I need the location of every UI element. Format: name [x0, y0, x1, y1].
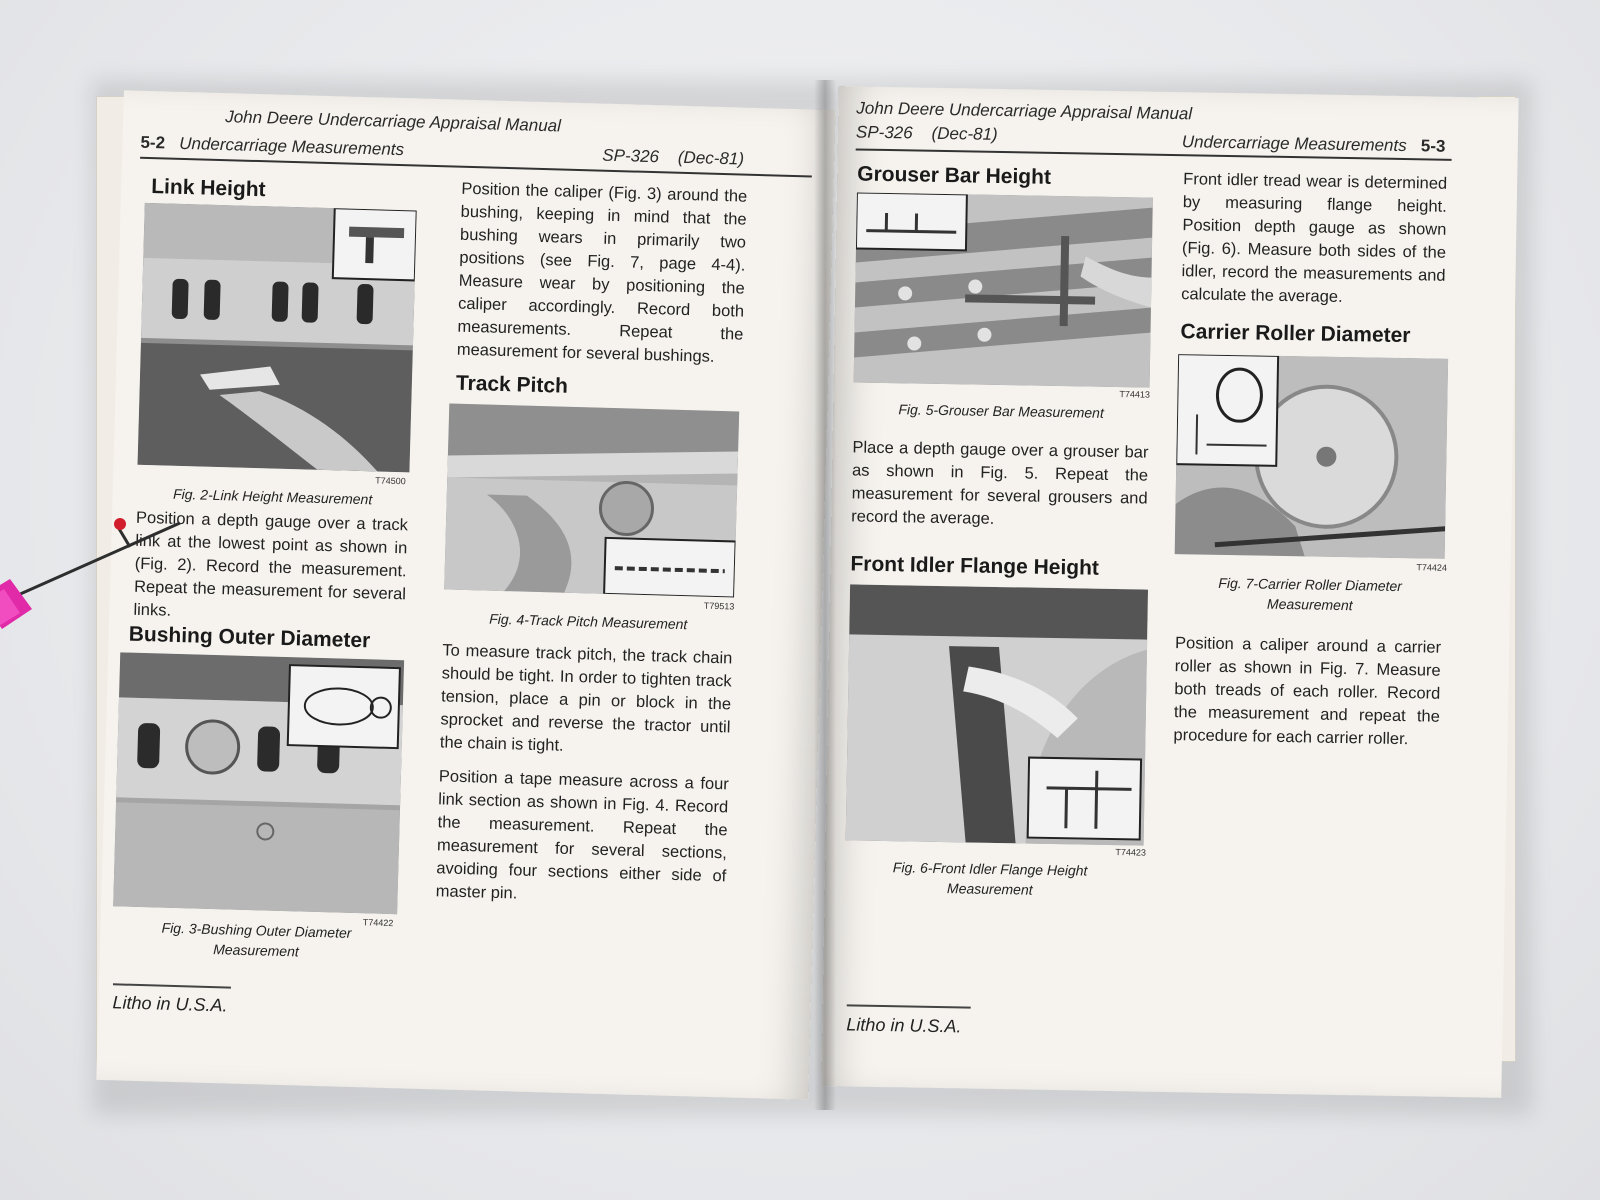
fig5-id: T74413: [1119, 389, 1151, 400]
right-manual-code: SP-326: [855, 122, 913, 143]
fig2-caption: Fig. 2-Link Height Measurement: [172, 485, 373, 508]
left-header-right: [602, 146, 744, 170]
left-page-number: 5-2: [140, 132, 166, 153]
right-header-left: [856, 122, 998, 144]
right-manual-title: John Deere Undercarriage Appraisal Manual: [856, 98, 1193, 124]
heading-bushing-outer-diameter: Bushing Outer Diameter: [128, 622, 371, 653]
fig6-caption: Fig. 6-Front Idler Flange Height Measurement: [892, 859, 1088, 898]
fig7-id: T74424: [1416, 562, 1448, 573]
right-page: [821, 86, 1518, 1098]
fig5-caption: Fig. 5-Grouser Bar Measurement: [898, 401, 1104, 421]
track-pitch-text-1: To measure track pitch, the track chain should be tight. In order to tighten track tension, place a pin or block in the sprocket and reverse the tractor until the chain is tight.: [439, 641, 733, 755]
left-footer-rule: [113, 983, 231, 988]
bushing-photo: [113, 652, 404, 914]
right-footer: Litho in U.S.A.: [846, 1014, 962, 1037]
left-date: (Dec-81): [677, 147, 745, 169]
left-footer: Litho in U.S.A.: [112, 992, 228, 1016]
left-page: [96, 90, 835, 1099]
track-pitch-photo: [444, 403, 739, 597]
heading-link-height: Link Height: [150, 175, 266, 202]
fig2-id: T74500: [375, 475, 406, 487]
heading-track-pitch: Track Pitch: [455, 371, 569, 398]
carrier-roller-text: Position a caliper around a carrier roller as shown in Fig. 7. Measure both treads of each roller. Record the measurement and repeat the procedure for each carrier roller.: [1173, 634, 1442, 749]
fig7-caption: Fig. 7-Carrier Roller Diameter Measurement: [1218, 574, 1403, 614]
left-manual-code: SP-326: [602, 145, 660, 167]
fig6-id: T74423: [1115, 847, 1147, 858]
front-idler-text: Front idler tread wear is determined by measuring flange height. Position depth gauge as shown (Fig. 6). Measure both sides of the idler, record the measurements and calculate the average.: [1181, 170, 1448, 306]
right-section-title: Undercarriage Measurements: [1181, 132, 1407, 156]
right-footer-rule: [847, 1004, 971, 1008]
right-header-right: [1182, 132, 1446, 157]
fig4-id: T79513: [703, 600, 735, 612]
left-manual-title: John Deere Undercarriage Appraisal Manual: [224, 107, 562, 136]
grouser-photo: [854, 192, 1153, 387]
right-date: (Dec-81): [931, 123, 998, 144]
bushing-text: Position the caliper (Fig. 3) around the bushing, keeping in mind that the bushing wears in primarily two positions (see Fig. 7, page 4-4). Measure wear by positioning the caliper accordingly. Record both measurements. Repeat the measurement for several bushings.: [456, 179, 748, 366]
left-header-left: [140, 133, 404, 160]
link-height-text: Position a depth gauge over a track link at the lowest point as shown in (Fig. 2). Record the measurement. Repeat the measurement for several links.: [133, 508, 409, 620]
grouser-text: Place a depth gauge over a grouser bar as shown in Fig. 5. Repeat the measurement for several grousers and record the average.: [851, 438, 1149, 528]
link-height-photo: [138, 203, 417, 472]
heading-grouser-bar-height: Grouser Bar Height: [857, 162, 1052, 189]
fig3-caption: Fig. 3-Bushing Outer Diameter Measurement: [161, 919, 352, 960]
fig3-id: T74422: [362, 917, 394, 929]
right-page-number: 5-3: [1420, 136, 1446, 156]
carrier-roller-photo: [1175, 354, 1448, 559]
left-header-top: [225, 107, 561, 136]
fig4-caption: Fig. 4-Track Pitch Measurement: [489, 610, 688, 633]
seam-ripper-tool: [0, 505, 200, 645]
left-section-title: Undercarriage Measurements: [178, 133, 405, 160]
heading-carrier-roller-diameter: Carrier Roller Diameter: [1180, 320, 1411, 348]
track-pitch-text-2: Position a tape measure across a four link section as shown in Fig. 4. Record the measurement. Repeat the measurement for several sections, avoiding four sections either side of master pin.: [435, 767, 730, 903]
heading-front-idler-flange-height: Front Idler Flange Height: [850, 552, 1100, 580]
book-gutter: [814, 80, 836, 1110]
front-idler-photo: [846, 584, 1148, 845]
